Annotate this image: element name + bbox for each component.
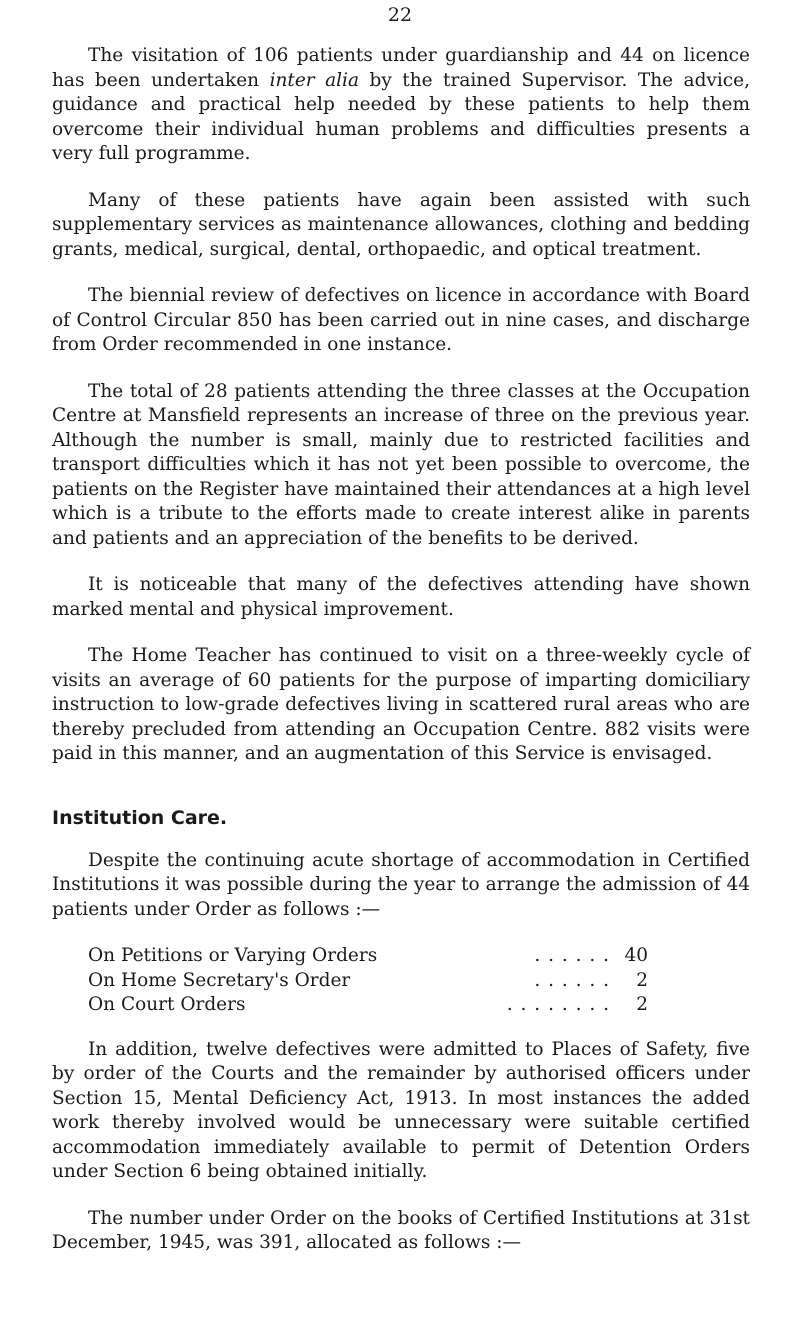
admissions-row — [88, 969, 648, 994]
paragraph-improvement: It is noticeable that many of the defectives attending have shown marked mental and physical improvement. — [52, 574, 750, 620]
paragraph-admissions-intro: Despite the continuing acute shortage of accommodation in Certified Institutions it was possible during the year to arrange the admission of 44 patients under Order as follows :— — [52, 849, 750, 920]
paragraph-home-teacher: The Home Teacher has continued to visit on a three-weekly cycle of visits an average of 60 patients for the purpose of imparting domiciliary instruction to low-grade defectives living in scattered rural areas who are thereby precluded from attending an Occupation Centre. 882 visits were paid in this manner, and an augmentation of this Service is envisaged. — [52, 645, 750, 764]
admissions-value: 2 — [636, 994, 648, 1015]
leader-dots: . . . . . . — [534, 945, 610, 966]
italic-phrase: inter alia — [269, 69, 359, 91]
admissions-list — [88, 944, 648, 1018]
paragraph-guardianship-visitation — [52, 44, 750, 167]
admissions-label: On Court Orders — [88, 994, 246, 1015]
paragraph-places-of-safety: In addition, twelve defectives were admitted to Places of Safety, five by order of the Courts and the remainder by authorised officers under Section 15, Mental Deficiency Act, 1913. In most instances the added work thereby involved would be unnecessary were suitable certified accommodation immediately available to permit of Detention Orders under Section 6 being obtained initially. — [52, 1038, 750, 1182]
paragraph-certified-institutions: The number under Order on the books of Certified Institutions at 31st December, 1945, was 391, allocated as follows :— — [52, 1207, 750, 1253]
admissions-row — [88, 944, 648, 969]
admissions-value: 2 — [636, 969, 648, 991]
paragraph-occupation-centre: The total of 28 patients attending the three classes at the Occupation Centre at Mansfield represents an increase of three on the previous year. Although the number is small, mainly due to restricted facilities and transport difficulties which it has not yet been possible to overcome, the patients on the Register have maintained their attendances at a high level which is a tribute to the efforts made to create interest alike in parents and patients and an appreciation of the benefits to be derived. — [52, 380, 750, 549]
section-heading-institution-care: Institution Care. — [52, 806, 228, 829]
paragraph-biennial-review: The biennial review of defectives on licence in accordance with Board of Control Circular 850 has been carried out in nine cases, and discharge from Order recommended in one instance. — [52, 285, 750, 355]
admissions-label: On Home Secretary's Order — [88, 969, 351, 991]
page-number: 22 — [387, 4, 413, 26]
paragraph-text: by the trained Supervisor. The advice, guidance and practical help needed by these patients to help them overcome their individual human problems and difficulties presents a very full programme. — [52, 69, 750, 164]
admissions-value: 40 — [624, 945, 648, 966]
body-text — [52, 44, 750, 1278]
leader-dots: . . . . . . — [534, 969, 610, 991]
admissions-row — [88, 993, 648, 1018]
admissions-label: On Petitions or Varying Orders — [88, 945, 378, 966]
leader-dots: . . . . . . . . — [506, 994, 610, 1015]
paragraph-supplementary-services: Many of these patients have again been assisted with such supplementary services as maintenance allowances, clothing and bedding grants, medical, surgical, dental, orthopaedic, and optical treatment. — [52, 189, 750, 260]
paragraph-text: The visitation of 106 patients under guardianship and 44 on licence has been undertaken — [52, 45, 750, 91]
